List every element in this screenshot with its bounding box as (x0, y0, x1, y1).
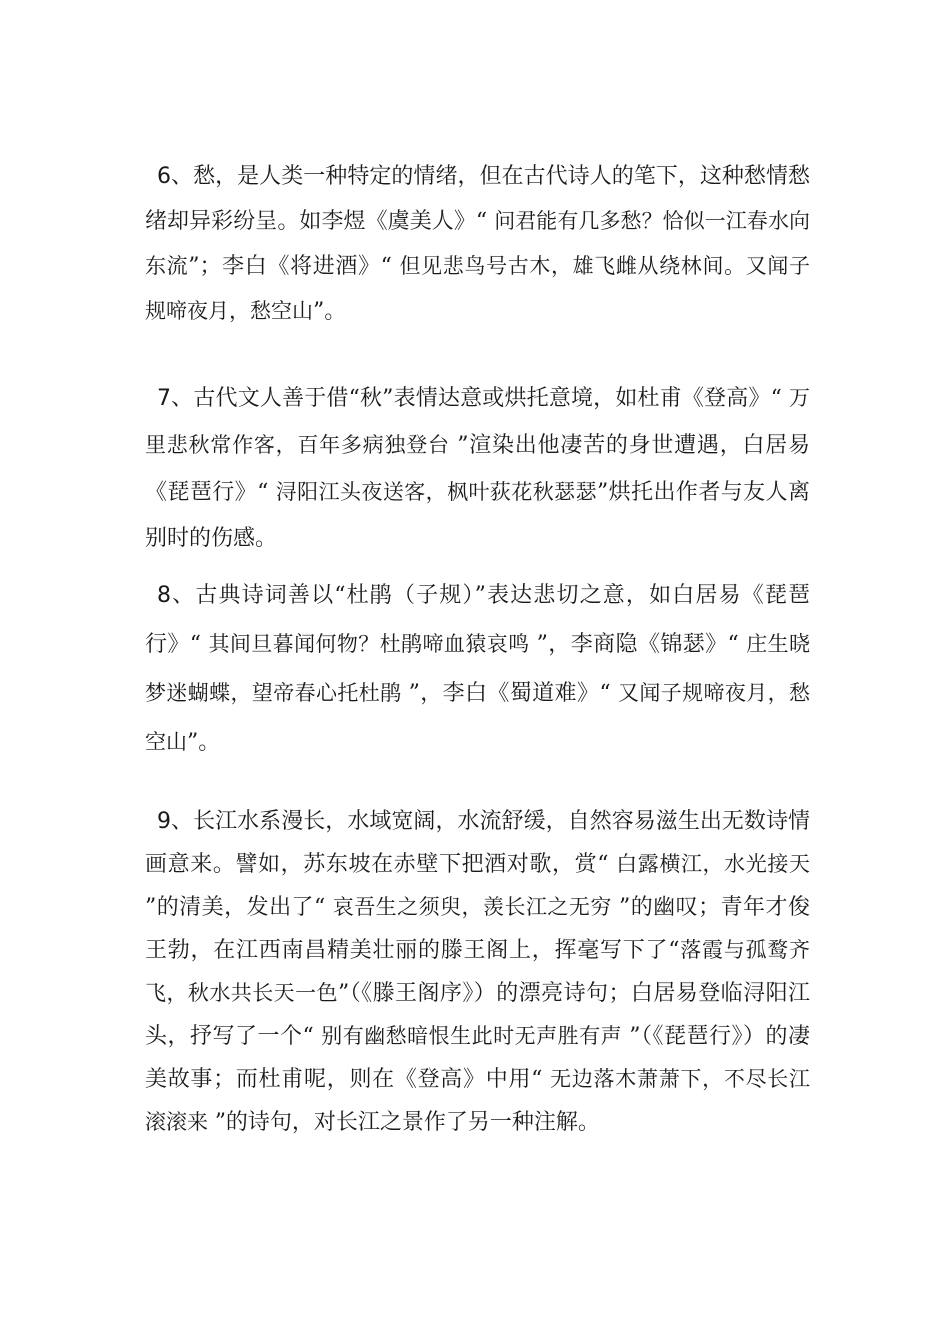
quoted-verse: 又闻子规啼夜月，愁空山 (145, 681, 811, 754)
body-text: 古典诗词善以“杜鹃（子规）”表达悲切之意，如白居易《琵琶行》“ (145, 583, 810, 657)
paragraph-number: 9、 (157, 809, 194, 834)
quoted-verse: 哀吾生之须臾，羡长江之无穷 (332, 895, 619, 919)
body-text: ”的幽叹；青年才俊王勃，在江西南昌精美壮丽的滕王阁上，挥毫写下了“ (145, 895, 810, 963)
quoted-verse: 白露横江，水光接天 (616, 852, 811, 876)
body-text: ”。 (313, 299, 347, 324)
quoted-verse: 问君能有几多愁？恰似一江春水向东流 (145, 209, 811, 278)
paragraph-number: 6、 (157, 164, 194, 189)
quoted-verse: 但见悲鸟号古木，雄飞雌从绕林间。又闻子规啼夜月，愁空山 (145, 254, 810, 323)
body-text: ”的诗句，对长江之景作了另一种注解。 (214, 1110, 600, 1135)
quoted-verse: 庄生晓梦迷蝴蝶，望帝春心托杜鹃 (145, 632, 810, 705)
body-text: ”，李白《蜀道难》“ (408, 681, 618, 706)
quoted-verse: 浔阳江头夜送客，枫叶荻花秋瑟瑟 (275, 480, 597, 504)
paragraph-7 (145, 375, 810, 562)
quoted-verse: 万里悲秋常作客，百年多病独登台 (145, 386, 810, 457)
body-text: ”。 (187, 730, 221, 755)
quoted-verse: 无边落木萧萧下，不尽长江滚滚来 (145, 1067, 810, 1134)
body-text: ”；李白《将进酒》“ (188, 254, 400, 279)
body-text: ”（《滕王阁序》）的漂亮诗句；白居易登临浔阳江头，抒写了一个“ (145, 981, 811, 1049)
paragraph-8 (145, 572, 810, 767)
body-text: ”（《琵琶行》）的凄美故事；而杜甫呢，则在《登高》中用“ (145, 1024, 810, 1092)
body-text: 长江水系漫长，水域宽阔，水流舒缓，自然容易滋生出无数诗情画意来。譬如，苏东坡在赤壁下把酒对歌，赏“ (145, 809, 810, 877)
body-text: ”，李商隐《锦瑟》“ (536, 632, 747, 657)
paragraph-number: 7、 (157, 386, 194, 411)
body-text: ”烘托出作者与友人离别时的伤感。 (145, 480, 810, 551)
quoted-verse: 落霞与孤鹜齐飞，秋水共长天一色 (145, 938, 810, 1005)
paragraph-number: 8、 (157, 583, 196, 608)
body-text: 古代文人善于借“秋”表情达意或烘托意境，如杜甫《登高》“ (193, 386, 789, 411)
paragraph-6 (145, 154, 810, 334)
body-text: ”渲染出他凄苦的身世遭遇，白居易《琵琶行》“ (145, 433, 810, 505)
body-text: ”的清美，发出了“ (145, 895, 333, 920)
paragraph-9 (145, 800, 810, 1144)
quoted-verse: 其间旦暮闻何物？杜鹃啼血猿哀鸣 (208, 632, 537, 656)
quoted-verse: 别有幽愁暗恨生此时无声胜有声 (321, 1024, 630, 1048)
body-text: 愁，是人类一种特定的情绪，但在古代诗人的笔下，这种愁情愁绪却异彩纷呈。如李煜《虞美人》“ (145, 164, 810, 234)
